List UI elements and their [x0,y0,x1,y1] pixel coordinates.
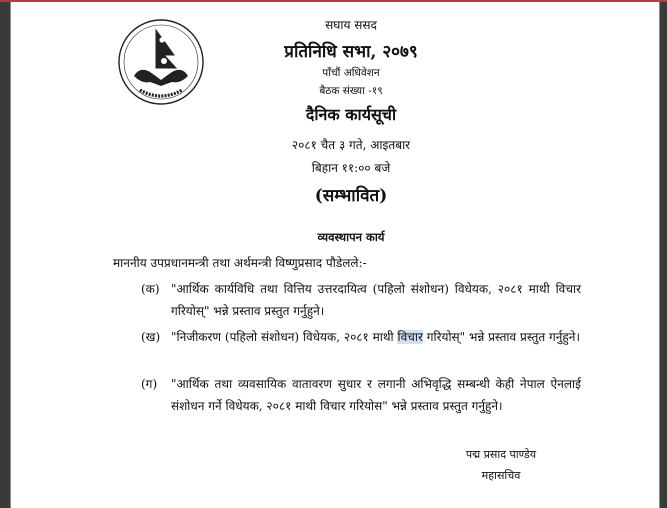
item-text-before: "निजीकरण (पहिलो संशोधन) विधेयक, २०८१ माथी [171,330,398,344]
agenda-item [141,326,581,348]
agenda-time: बिहान ११:०० बजे [311,161,391,175]
agenda-item [141,373,581,417]
meeting-number: बैठक संख्या -१९ [319,85,383,97]
signatory-title: महासचिव [481,469,521,482]
session-label: पाँचौं अधिवेशन [322,67,380,79]
item-text [171,326,581,348]
tentative-label: (सम्भावित) [314,186,388,206]
document-page [11,2,659,508]
viewer-left-frame [0,2,10,508]
section-title: व्यवस्थापन कार्य [317,230,385,244]
signatory-name: पद्म प्रसाद पाण्डेय [465,448,537,461]
viewer-right-scrollbar[interactable] [660,2,667,508]
item-marker: (ग) [141,377,158,391]
house-title: प्रतिनिधि सभा, २०७९ [284,42,418,62]
item-text: "आर्थिक कार्यविधि तथा वित्तिय उत्तरदायित्व (पहिलो संशोधन) विधेयक, २०८१ माथी विचार गरियोस्" भन्ने प्रस्ताव प्रस्तुत गर्नुहुने। [171,282,581,318]
agenda-item [141,278,581,322]
item-marker: (ख) [141,330,161,344]
viewer-right-frame-edge [659,2,660,508]
section-intro: माननीय उपप्रधानमन्त्री तथा अर्थमन्त्री विष्णुप्रसाद पौडेलले:- [113,256,367,270]
parliament-name: सघाय ससद [325,18,377,32]
item-text-after: गरियोस्" भन्ने प्रस्ताव प्रस्तुत गर्नुहुने। [422,330,581,344]
selected-text-highlight[interactable]: विचार [397,330,423,344]
agenda-date: २०८१ चैत ३ गते, आइतबार [291,138,411,152]
item-marker: (क) [141,282,160,296]
item-text: "आर्थिक तथा व्यवसायिक वातावरण सुधार र लगानी अभिवृद्धि सम्बन्धी केही नेपाल ऐनलाई संशोधन गर्ने विधेयक, २०८१ माथी विचार गरियोस" भन्ने प्रस्ताव प्रस्तुत गर्नुहुने। [171,377,581,413]
agenda-title: दैनिक कार्यसूची [305,105,397,124]
